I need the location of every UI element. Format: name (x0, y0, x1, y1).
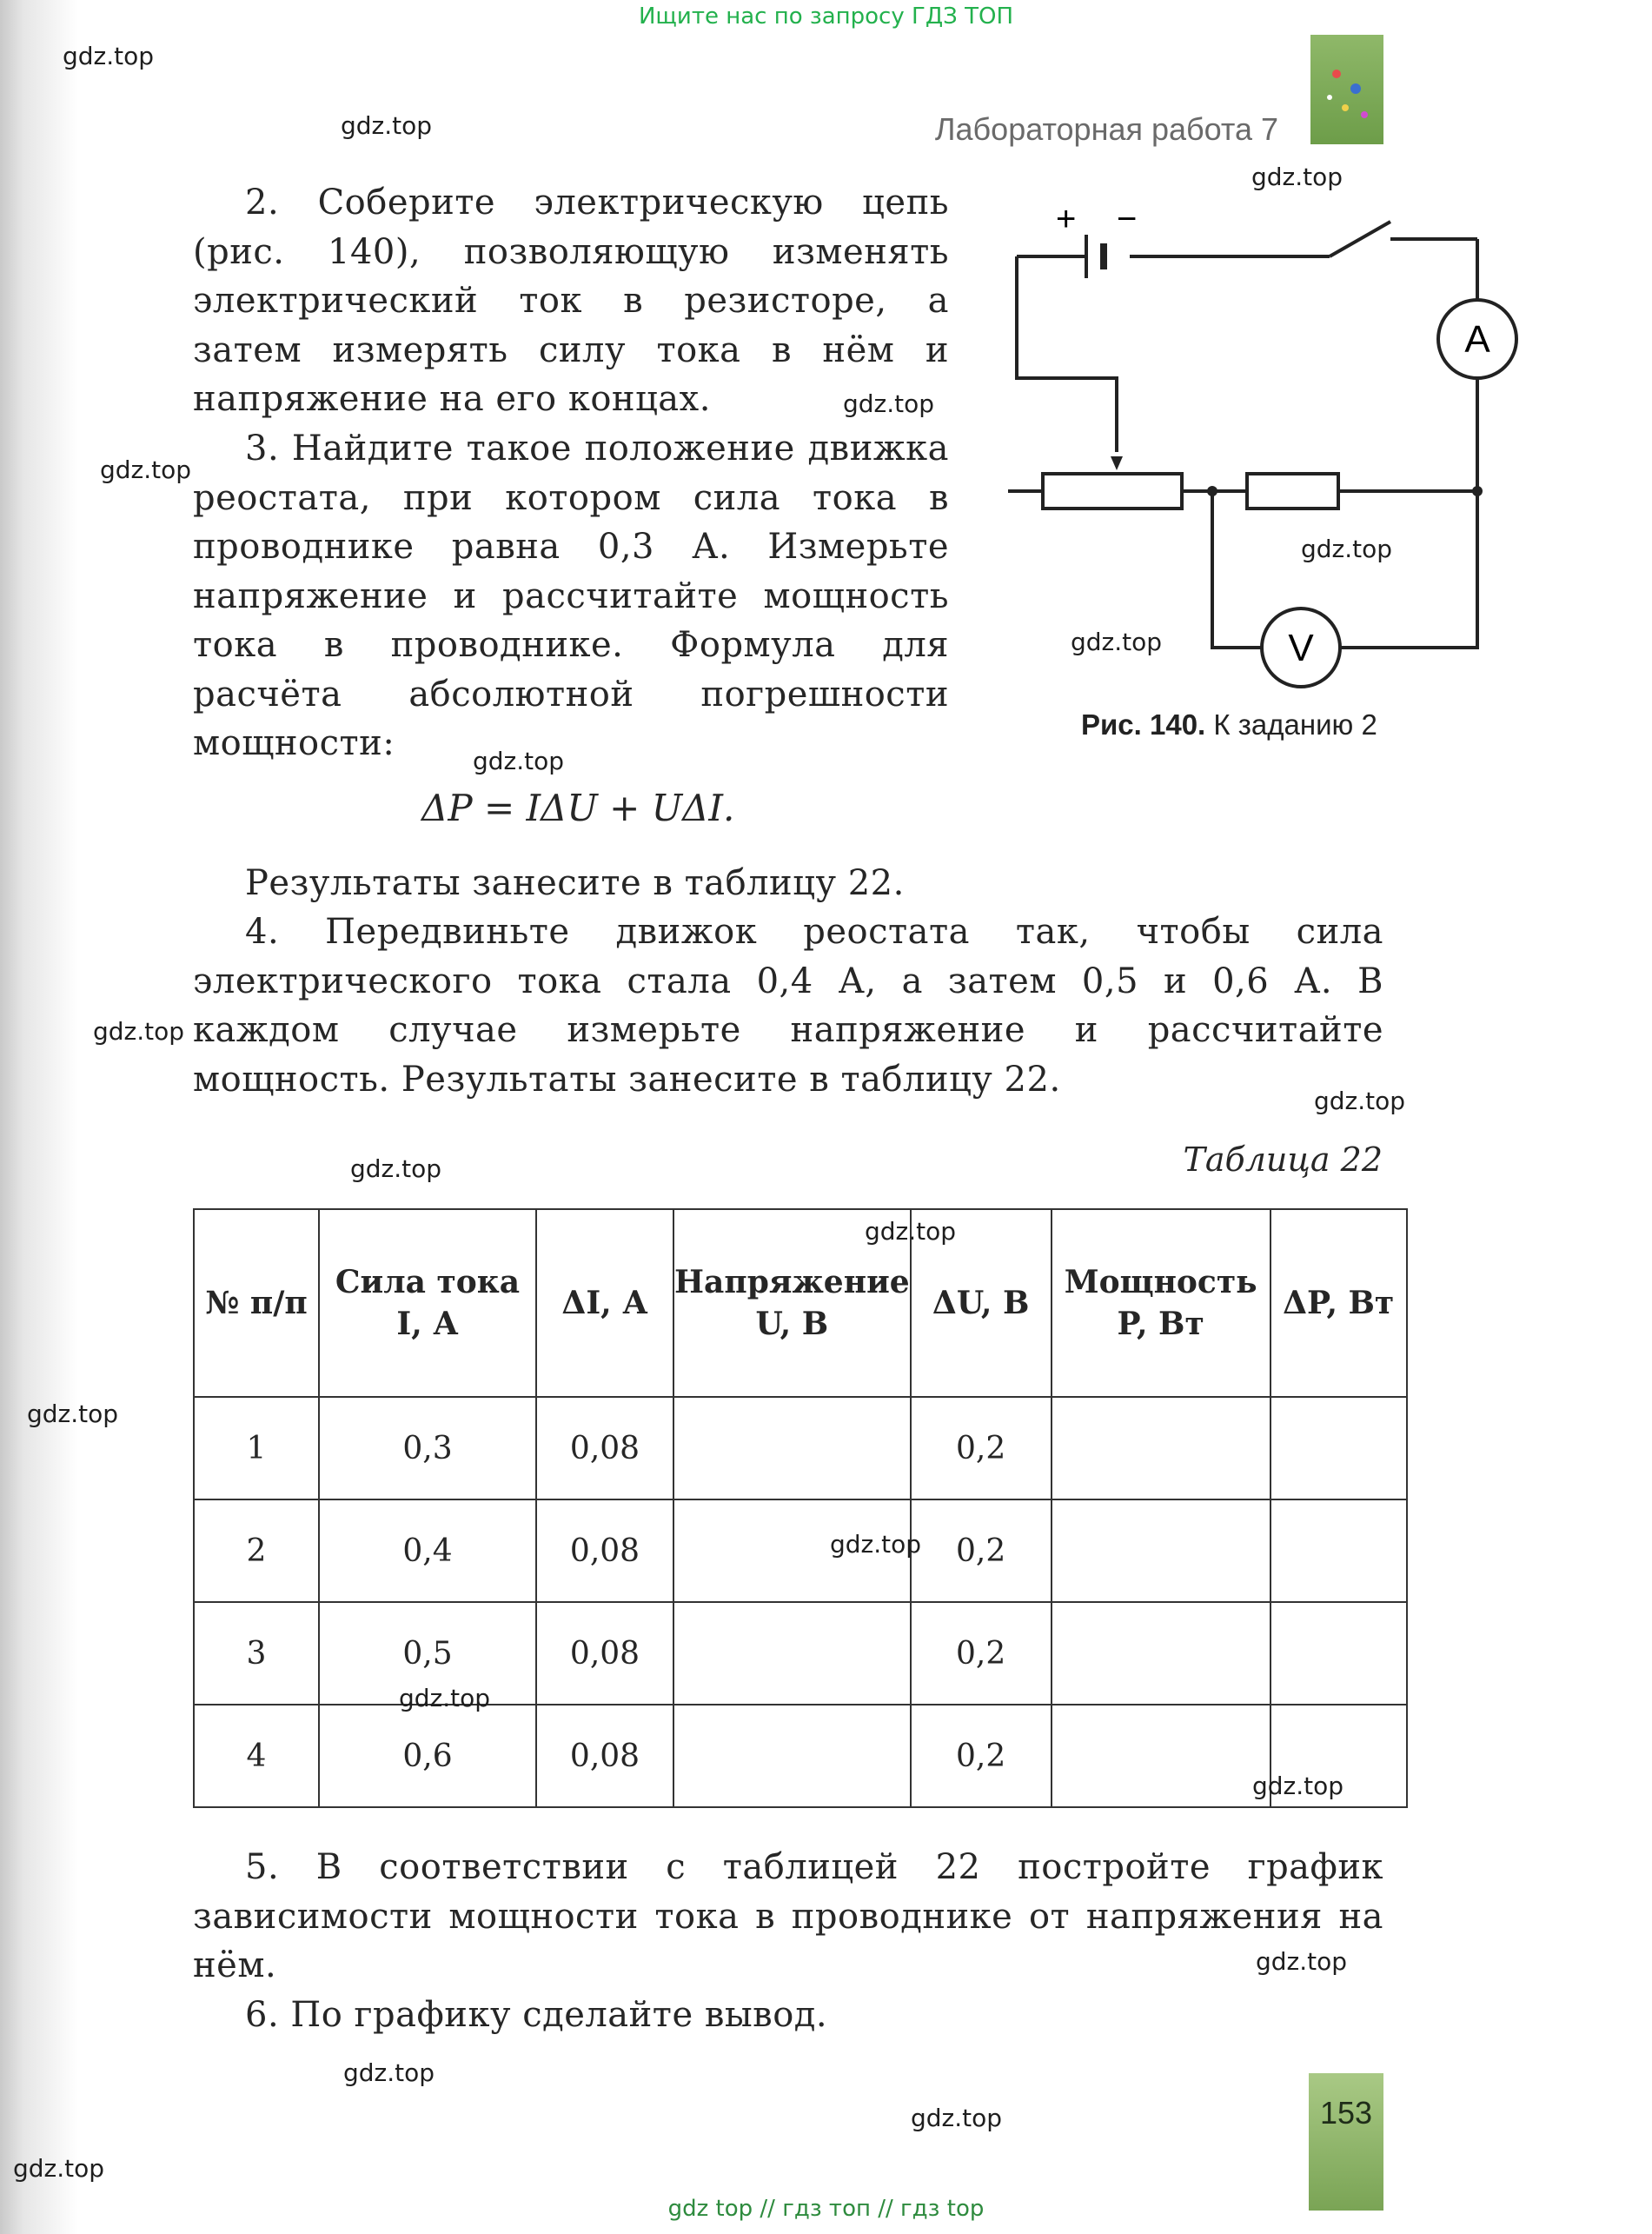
watermark: gdz.top (473, 747, 565, 775)
step-6: 6. По графику сделайте вывод. (245, 1995, 828, 2035)
watermark: gdz.top (843, 389, 935, 418)
power-error-formula: ΔP = IΔU + UΔI. (421, 787, 735, 829)
header-delta-power: ΔP, Вт (1271, 1209, 1407, 1397)
molecule-icon (1310, 35, 1383, 144)
step-3: 3. Найдите такое положение движка реостата, при котором сила тока в проводнике равна 0,3 А. Измерьте напряжение и рассчитайте мощность тока в проводнике. Формула для расчёта абсолютной погрешности мощности: (193, 429, 949, 763)
watermark: gdz.top (100, 455, 192, 484)
top-search-link[interactable]: Ищите нас по запросу ГДЗ ТОП (638, 3, 1014, 30)
resistor (1247, 474, 1338, 509)
watermark: gdz.top (1314, 1087, 1406, 1115)
step-5: 5. В соответствии с таблицей 22 постройте график зависимости мощности тока в проводнике от напряжения на нём. (193, 1847, 1383, 1985)
watermark: gdz.top (1252, 1772, 1344, 1800)
watermark: gdz.top (63, 42, 155, 70)
watermark: gdz.top (341, 111, 433, 140)
wire-left (1017, 256, 1117, 452)
header-power: Мощность P, Вт (1052, 1209, 1271, 1397)
circuit-diagram (991, 196, 1490, 669)
battery-minus-sign: − (1117, 200, 1138, 238)
bottom-links[interactable]: gdz top // гдз топ // гдз top (667, 2196, 985, 2222)
ammeter-label: A (1464, 318, 1490, 361)
table-header-row (194, 1209, 1407, 1397)
watermark: gdz.top (27, 1400, 119, 1428)
battery-plus-sign: + (1056, 200, 1077, 238)
watermark: gdz.top (1071, 628, 1163, 656)
figure-caption: Рис. 140. К заданию 2 (1081, 708, 1377, 741)
page-header: Лабораторная работа 7 (934, 111, 1278, 147)
watermark: gdz.top (399, 1684, 491, 1712)
table-row: 3 0,5 0,08 0,2 (194, 1602, 1407, 1705)
watermark: gdz.top (1256, 1947, 1348, 1976)
step-3-results: Результаты занесите в таблицу 22. (245, 863, 905, 903)
step-2: 2. Соберите электрическую цепь (рис. 140), позволяющую изменять электрический ток в резисторе, а затем измерять силу тока в нём и напряжение на его концах. (193, 183, 949, 419)
page-number: 153 (1319, 2095, 1373, 2131)
header-number: № п/п (194, 1209, 319, 1397)
watermark: gdz.top (865, 1217, 957, 1246)
watermark: gdz.top (1301, 535, 1393, 563)
watermark: gdz.top (830, 1530, 922, 1559)
watermark: gdz.top (93, 1017, 185, 1046)
watermark: gdz.top (911, 2104, 1003, 2132)
header-delta-current: ΔI, А (536, 1209, 673, 1397)
watermark: gdz.top (1251, 163, 1343, 191)
header-current: Сила тока I, А (319, 1209, 536, 1397)
table-title: Таблица 22 (1183, 1140, 1383, 1179)
page-edge-shadow (0, 0, 78, 2234)
table-row: 4 0,6 0,08 0,2 (194, 1705, 1407, 1807)
table-row: 1 0,3 0,08 0,2 (194, 1397, 1407, 1499)
watermark: gdz.top (350, 1154, 442, 1183)
step-4: 4. Передвиньте движок реостата так, чтобы сила электрического тока стала 0,4 А, а затем 0,5 и 0,6 А. В каждом случае измерьте напряжение и рассчитайте мощность. Результаты занесите в таблицу 22. (193, 912, 1383, 1100)
header-delta-voltage: ΔU, В (911, 1209, 1052, 1397)
header-voltage: Напряжение U, В (673, 1209, 911, 1397)
results-table (193, 1208, 1408, 1808)
watermark: gdz.top (343, 2058, 435, 2087)
table-row: 2 0,4 0,08 0,2 (194, 1499, 1407, 1602)
switch-blade (1330, 222, 1390, 256)
voltmeter-label: V (1288, 627, 1314, 669)
watermark: gdz.top (13, 2154, 105, 2183)
rheostat (1043, 474, 1182, 509)
rheostat-slider-arrow (1111, 456, 1123, 470)
page-number-tab (1309, 2073, 1383, 2211)
chapter-tab (1310, 35, 1383, 144)
